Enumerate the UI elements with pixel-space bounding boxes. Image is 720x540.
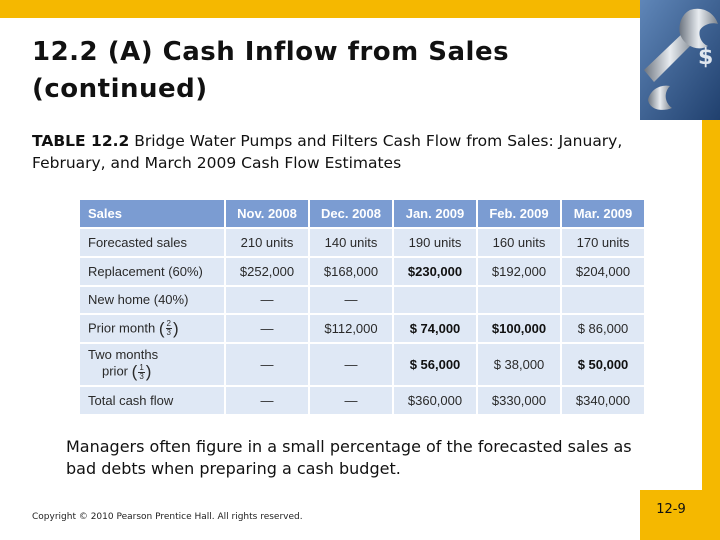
table-cell: $ 38,000	[477, 343, 561, 386]
fraction-paren: )	[172, 318, 179, 338]
table-cell: $340,000	[561, 386, 645, 415]
table-cell: $100,000	[477, 314, 561, 343]
table-row	[79, 343, 645, 386]
table-cell: $330,000	[477, 386, 561, 415]
table-cell: $ 50,000	[561, 343, 645, 386]
table-cell: $112,000	[309, 314, 393, 343]
table-cell: $204,000	[561, 257, 645, 286]
table-caption-label: TABLE 12.2	[32, 132, 130, 150]
page-number-badge	[640, 490, 702, 540]
column-header: Dec. 2008	[309, 199, 393, 228]
table-caption	[32, 130, 652, 174]
table-cell: 210 units	[225, 228, 309, 257]
row-label-line-1: Two months	[88, 347, 159, 363]
table-cell: —	[225, 286, 309, 315]
table-cell: 170 units	[561, 228, 645, 257]
table-cell: 190 units	[393, 228, 477, 257]
fraction	[166, 320, 172, 337]
fraction-denominator: 3	[139, 371, 144, 381]
row-label: New home (40%)	[79, 286, 225, 315]
row-label-line-2	[88, 362, 218, 382]
svg-text:$: $	[698, 45, 714, 70]
table-cell	[477, 286, 561, 315]
table-cell: —	[309, 286, 393, 315]
column-header: Sales	[79, 199, 225, 228]
fraction-paren: (	[131, 362, 138, 382]
table-cell: 160 units	[477, 228, 561, 257]
table-cell: $360,000	[393, 386, 477, 415]
copyright-text: Copyright © 2010 Pearson Prentice Hall. All rights reserved.	[32, 512, 303, 522]
row-label-text: Prior month	[88, 320, 156, 336]
table-row	[79, 228, 645, 257]
wrench-dollar-icon	[640, 0, 720, 120]
row-label-text: prior	[102, 363, 129, 379]
top-accent-bar	[0, 0, 640, 18]
row-label: Total cash flow	[79, 386, 225, 415]
table-cell: $ 86,000	[561, 314, 645, 343]
table-cell: —	[309, 386, 393, 415]
fraction-numerator: 1	[139, 362, 144, 372]
column-header: Nov. 2008	[225, 199, 309, 228]
fraction-numerator: 2	[166, 319, 171, 329]
column-header: Mar. 2009	[561, 199, 645, 228]
fraction	[138, 364, 144, 381]
column-header: Feb. 2009	[477, 199, 561, 228]
table-cell: —	[225, 343, 309, 386]
fraction-paren: (	[158, 318, 165, 338]
table-cell: $168,000	[309, 257, 393, 286]
table-row	[79, 386, 645, 415]
table-cell: $252,000	[225, 257, 309, 286]
table-cell: 140 units	[309, 228, 393, 257]
table-caption-text: Bridge Water Pumps and Filters Cash Flow from Sales: January, February, and March 2009 Cash Flow Estimates	[32, 132, 623, 172]
row-label: Forecasted sales	[79, 228, 225, 257]
table-cell: $ 56,000	[393, 343, 477, 386]
table-row	[79, 314, 645, 343]
page-number: 12-9	[656, 502, 686, 517]
table-header-row	[79, 199, 645, 228]
table-row	[79, 286, 645, 315]
note-text: Managers often figure in a small percentage of the forecasted sales as bad debts when preparing a cash budget.	[66, 437, 632, 478]
table-cell: —	[225, 386, 309, 415]
table-row	[79, 257, 645, 286]
table-cell	[393, 286, 477, 315]
row-label	[79, 343, 225, 386]
title-line-2: (continued)	[32, 74, 208, 104]
page-title	[32, 34, 632, 108]
column-header: Jan. 2009	[393, 199, 477, 228]
table-cell	[561, 286, 645, 315]
table-cell: $192,000	[477, 257, 561, 286]
table-cell: $ 74,000	[393, 314, 477, 343]
fraction-paren: )	[145, 362, 152, 382]
cash-flow-table	[78, 198, 646, 416]
fraction-denominator: 3	[166, 328, 171, 338]
table-cell: $230,000	[393, 257, 477, 286]
row-label	[79, 314, 225, 343]
table-cell: —	[309, 343, 393, 386]
row-label: Replacement (60%)	[79, 257, 225, 286]
table-cell: —	[225, 314, 309, 343]
title-line-1: 12.2 (A) Cash Inflow from Sales	[32, 37, 510, 67]
